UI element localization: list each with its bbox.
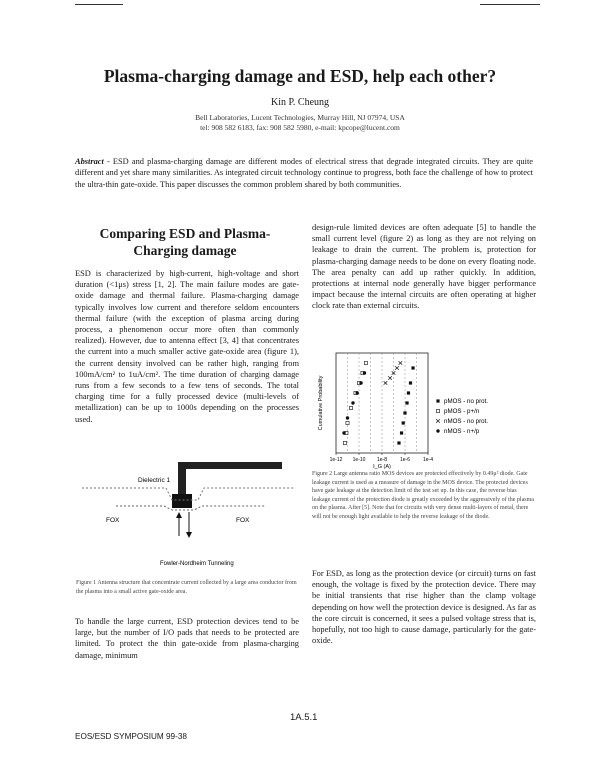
data-point-0: [409, 381, 412, 384]
figure-1-antenna-diagram: [76, 448, 298, 573]
fox-left-label: FOX: [106, 517, 120, 524]
paper-title: Plasma-charging damage and ESD, help each other?: [103, 66, 497, 86]
data-point-2: [395, 366, 399, 370]
data-point-3: [346, 416, 349, 419]
antenna-via: [178, 462, 186, 494]
y-axis-label: Cumulative Probability: [318, 375, 324, 431]
legend-marker-0: [436, 399, 439, 402]
top-rule-left: [75, 4, 123, 5]
x-axis-label: I_G (A): [373, 464, 391, 469]
figure-2-caption: Figure 2 Large antenna ratio MOS devices are protected effectively by 0.49μ² diode. Gate leakage current is used as a measure of damage in the MOS device. The protected devices have gate leakage at the detection limit of the test set up. In this case, the reverse bias leakage current of the protection diode is greatly exceeded by the aggressively of the plasma on the plasma. After [5]. Note that for circuits with very dense multi-layers of metal, there will not be enough light available to help the reverse leakage of the diode.: [312, 471, 534, 520]
section-heading-line2: Charging damage: [133, 242, 237, 258]
data-point-0: [397, 441, 400, 444]
section-heading-line1: Comparing ESD and Plasma-: [99, 226, 271, 241]
left-paragraph-2: To handle the large current, ESD protection devices tend to be large, but the number of I/O pads that needs to be protected are limited. To protect the thin gate-oxide from plasma-charging damage, minimum: [75, 617, 299, 660]
data-point-3: [359, 381, 362, 384]
x-tick-label: 1e-4: [422, 457, 434, 463]
author-name: Kin P. Cheung: [270, 97, 330, 108]
data-point-0: [411, 366, 414, 369]
legend-marker-3: [436, 429, 439, 432]
author-contact: tel: 908 582 6183, fax: 908 582 5980, e-mail: kpcope@lucent.com: [200, 123, 400, 132]
gate-electrode: [172, 494, 192, 508]
figure-2-chart: [312, 345, 538, 469]
data-point-3: [363, 371, 366, 374]
legend-entry-1: pMOS - p+/n: [444, 408, 480, 415]
data-point-1: [364, 361, 367, 364]
section-heading: [75, 226, 295, 259]
legend-marker-2: [436, 419, 440, 423]
legend-entry-2: nMOS - no prot.: [444, 418, 489, 425]
legend-marker-1: [436, 409, 439, 412]
data-point-3: [351, 401, 354, 404]
x-tick-label: 1e-8: [376, 457, 388, 463]
right-paragraph-1: design-rule limited devices are often adequate [5] to handle the small current level (figure 2) as long as they are not relying on leakage to drain the current. The problem is, protection for plasma-charging damage needs to be done on every floating node. The area penalty can add up rather quickly. In addition, protections at internal node generally have bigger performance impact because the internal circuits are often operating at higher clock rate than external circuits.: [312, 223, 536, 311]
tunneling-label: Fowler-Nordheim Tunneling: [160, 561, 234, 567]
abstract-text: - ESD and plasma-charging damage are different modes of electrical stress that degrade integrated circuits. They are quite different and yet share many similarities. As integrated circuit technology continue to progress, both face the challenge of how to protect the ultra-thin gate-oxide. This paper discusses the common problem shared by both communities.: [75, 157, 533, 189]
abstract-label: Abstract: [75, 157, 104, 166]
data-point-0: [407, 391, 410, 394]
right-paragraph-2: For ESD, as long as the protection device (or circuit) turns on fast enough, the voltage is fixed by the protection device. There may be initial transients that rise higher than the clamp voltage depending on how well the protection device is designed. As far as the core circuit is concerned, it sees a pulsed voltage stress that is, hopefully, not too high to cause damage, particularly for the gate-oxide.: [312, 569, 536, 646]
fox-right-label: FOX: [236, 517, 250, 524]
data-point-1: [349, 406, 352, 409]
data-point-0: [405, 401, 408, 404]
data-point-0: [400, 431, 403, 434]
legend-entry-0: pMOS - no prot.: [444, 398, 489, 405]
arrow-head-up: [176, 512, 182, 518]
data-point-3: [356, 391, 359, 394]
left-paragraph-1: ESD is characterized by high-current, high-voltage and short duration (<1μs) stress [1, 2]. The main failure modes are gate-oxide damage and thermal failure. Plasma-charging damage typically involves low current and therefore seldom encounters thermal failure (with the exception of plasma arcing during process, a phenomenon occur more often than commonly realized). However, due to antenna effect [3, 4] that concentrates the current into a much smaller active gate-oxide area (figure 1), the current density involved can be rather high, ranging from 100mA/cm² to 1uA/cm². The time duration of charging damage runs from a few seconds to a few tens of seconds. The total charging time for a fully processed device (multi-levels of metallization) can be up to 1000s depending on the processes used.: [75, 269, 299, 424]
data-point-3: [342, 431, 345, 434]
x-tick-label: 1e-6: [399, 457, 411, 463]
x-tick-label: 1e-10: [352, 457, 366, 463]
figure-1-caption: Figure 1 Antenna structure that concentrate current collected by a large area conductor from the plasma into a small active gate-oxide area.: [76, 580, 297, 595]
top-rule-right: [480, 4, 540, 5]
x-tick-label: 1e-12: [329, 457, 343, 463]
data-point-2: [388, 376, 392, 380]
dielectric-label: Dielectric 1: [138, 477, 171, 484]
abstract: [75, 156, 533, 190]
author-affiliation: Bell Laboratories, Lucent Technologies, Murray Hill, NJ 07974, USA: [195, 113, 405, 122]
data-point-1: [343, 441, 346, 444]
data-point-1: [346, 421, 349, 424]
legend-entry-3: nMOS - n+/p: [444, 428, 480, 435]
data-point-0: [403, 411, 406, 414]
symposium-footer: EOS/ESD SYMPOSIUM 99-38: [75, 732, 187, 741]
antenna-conductor: [178, 462, 282, 469]
data-point-2: [399, 361, 403, 365]
page-code: 1A.5.1: [290, 712, 318, 723]
data-point-2: [384, 381, 388, 385]
arrow-head-down: [186, 532, 192, 538]
data-point-0: [402, 421, 405, 424]
